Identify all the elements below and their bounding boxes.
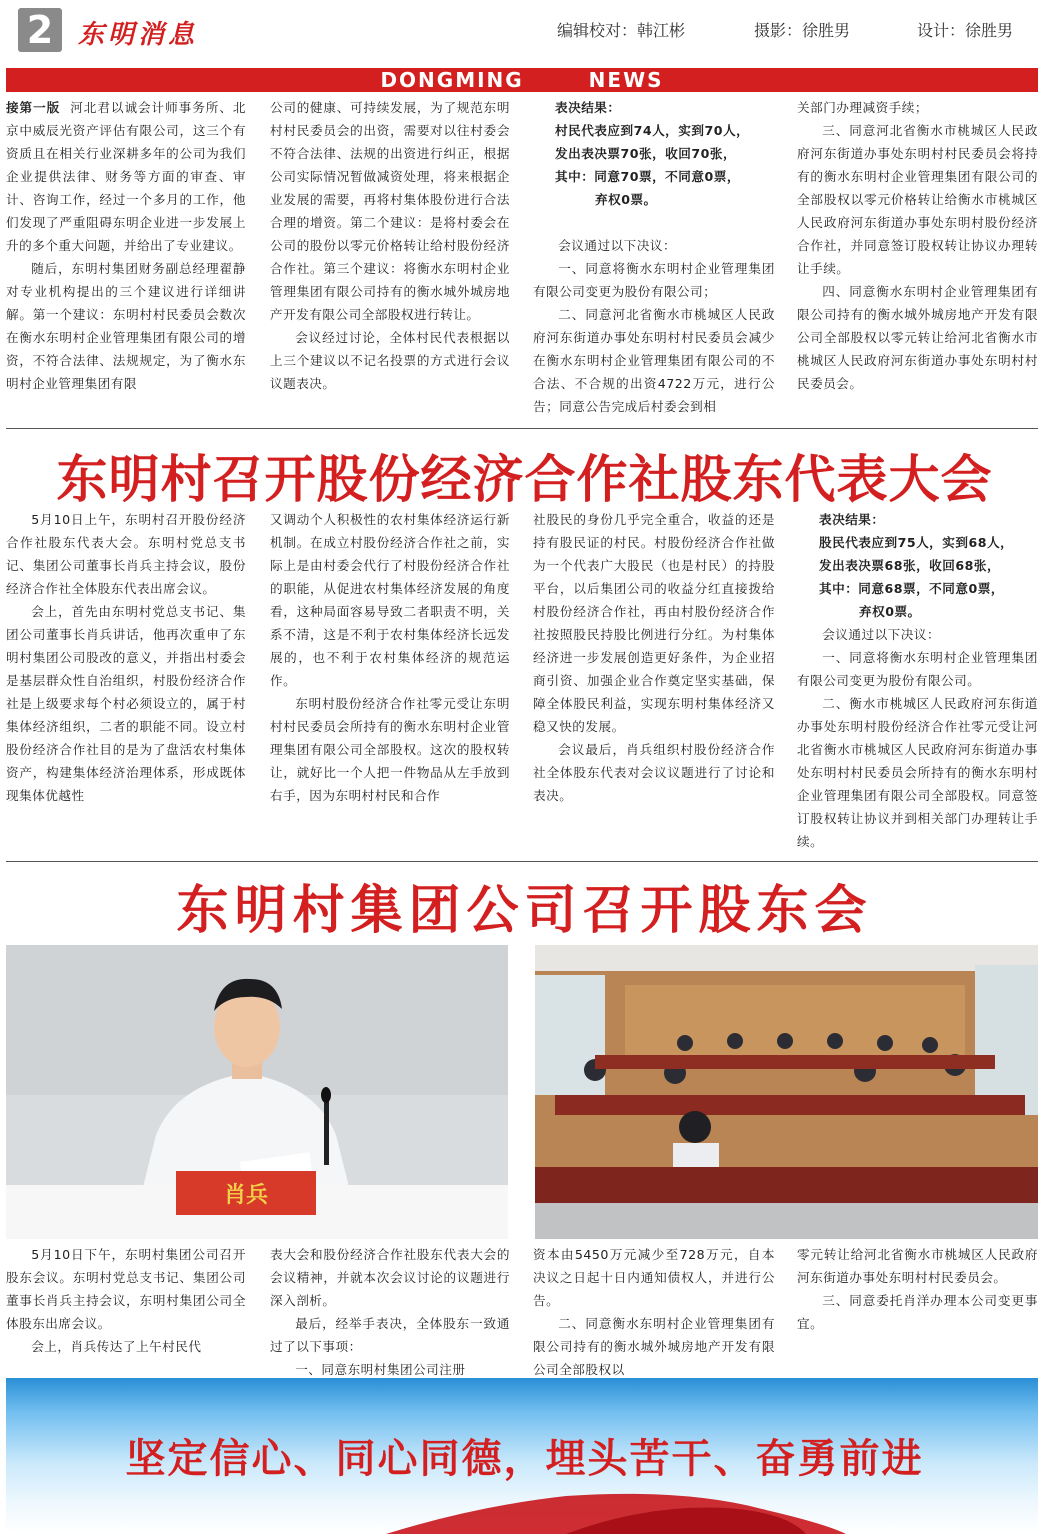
s2-column-4 <box>797 508 1038 853</box>
section-banner <box>6 68 1038 92</box>
s3-col2-para3: 一、同意东明村集团公司注册 <box>295 1362 466 1377</box>
s2-result-line: 其中：同意68票，不同意0票， <box>819 581 1004 596</box>
s3-column-3 <box>533 1243 775 1381</box>
s1-col2-para2: 会议经过讨论，全体村民代表根据以上三个建议以不记名投票的方式进行会议议题表决。 <box>270 330 510 391</box>
s1-col3-para3: 二、同意河北省衡水市桃城区人民政府河东街道办事处东明村村民委员会减少在衡水东明村企业管理集团有限公司的不合法、不合规的出资4722万元，进行公告；同意公告完成后村委会到相 <box>533 307 775 414</box>
banner-word-right: NEWS <box>588 68 664 92</box>
footer-slogan: 坚定信心、同心同德，埋头苦干、奋勇前进 <box>125 1435 924 1482</box>
s2-col4-para3: 二、衡水市桃城区人民政府河东街道办事处东明村股份经济合作社零元受让河北省衡水市桃城区人民政府河东街道办事处东明村村民委员会所持有的衡水东明村企业管理集团有限公司全部股权。同意签订股权转让协议并到相关部门办理转让手续。 <box>797 696 1038 849</box>
s2-col3-para2: 会议最后，肖兵组织村股份经济合作社全体股东代表对会议议题进行了讨论和表决。 <box>533 742 775 803</box>
s1-result-line: 发出表决票70张，收回70张， <box>555 146 737 161</box>
s1-col3-para1: 会议通过以下决议： <box>558 238 677 253</box>
s3-col4-para2: 三、同意委托肖洋办理本公司变更事宜。 <box>797 1293 1038 1331</box>
s3-col3-para1: 资本由5450万元减少至728万元，自本决议之日起十日内通知债权人，并进行公告。 <box>533 1247 775 1308</box>
s3-column-1 <box>6 1243 246 1358</box>
s2-col2-para2: 东明村股份经济合作社零元受让东明村村民委员会所持有的衡水东明村企业管理集团有限公司全部股权。这次的股权转让，就好比一个人把一件物品从左手放到右手，因为东明村村民和合作 <box>270 696 510 803</box>
s3-col1-para2: 会上，肖兵传达了上午村民代 <box>31 1339 202 1354</box>
s1-column-1 <box>6 96 246 395</box>
s2-col4-para1: 会议通过以下决议： <box>822 627 941 642</box>
photo-speaker <box>6 945 508 1239</box>
speaker-nameplate: 肖兵 <box>223 1183 269 1208</box>
s1-column-4 <box>797 96 1038 395</box>
editor-credit: 编辑校对：韩江彬 <box>557 21 686 40</box>
s1-col4-para3: 四、同意衡水东明村企业管理集团有限公司持有的衡水城外城房地产开发有限公司全部股权以零元转让给河北省衡水市桃城区人民政府河东街道办事处东明村村民委员会。 <box>797 284 1038 391</box>
banner-word-left: DONGMING <box>380 68 524 92</box>
s1-column-2 <box>270 96 510 395</box>
s1-col1-para2: 随后，东明村集团财务副总经理翟静对专业机构提出的三个建议进行详细讲解。第一个建议：东明村村民委员会数次在衡水东明村企业管理集团有限公司的增资，不符合法律、法规规定，为了衡水东明村企业管理集团有限 <box>6 261 246 391</box>
paper-name: 东明消息 <box>78 20 199 50</box>
s2-result-line: 股民代表应到75人，实到68人， <box>819 535 1014 550</box>
continued-marker: 接第一版 <box>6 100 61 115</box>
s1-col3-para2: 一、同意将衡水东明村企业管理集团有限公司变更为股份有限公司； <box>533 261 775 299</box>
divider <box>6 861 1038 862</box>
s1-result-line: 其中：同意70票，不同意0票， <box>555 169 740 184</box>
s2-col3-para1: 社股民的身份几乎完全重合，收益的还是持有股民证的村民。村股份经济合作社做为一个代表广大股民（也是村民）的持股平台，以后集团公司的收益分红直接拨给村股份经济合作社，再由村股份经济合作社按照股民持股比例进行分红。为村集体经济进一步发展创造更好条件，为企业招商引资、加强企业合作奠定坚实基础，保障全体股民利益，实现东明村集体经济又稳又快的发展。 <box>533 512 775 734</box>
s2-column-3 <box>533 508 775 807</box>
designer-credit: 设计：徐胜男 <box>917 21 1014 40</box>
s1-col2-para1: 公司的健康、可持续发展，为了规范东明村村民委员会的出资，需要对以往村委会不符合法律、法规的出资进行纠正，根据公司实际情况暂做减资处理，将来根据企业发展的需要，再将村集体股份进行合法合理的增资。第二个建议：是将村委会在公司的股份以零元价格转让给村股份经济合作社。第三个建议：将衡水东明村企业管理集团有限公司持有的衡水城外城房地产开发有限公司全部股权进行转让。 <box>270 100 510 322</box>
s2-col2-para1: 又调动个人积极性的农村集体经济运行新机制。在成立村股份经济合作社之前，实际上是由村委会代行了村股份经济合作社的职能，从促进农村集体经济发展的角度看，这种局面容易导致二者职责不明，关系不清，这是不利于农村集体经济长远发展的，也不利于农村集体经济的规范运作。 <box>270 512 510 688</box>
photo-meeting-room <box>535 945 1038 1239</box>
s3-col2-para2: 最后，经举手表决，全体股东一致通过了以下事项： <box>270 1316 510 1354</box>
s3-col3-para2: 二、同意衡水东明村企业管理集团有限公司持有的衡水城外城房地产开发有限公司全部股权以 <box>533 1316 775 1377</box>
s2-result-title: 表决结果： <box>819 512 885 527</box>
s1-result-title: 表决结果： <box>555 100 621 115</box>
s3-col1-para1: 5月10日下午，东明村集团公司召开股东会议。东明村党总支书记、集团公司董事长肖兵主持会议，东明村集团公司全体股东出席会议。 <box>6 1247 246 1331</box>
page-number: 2 <box>18 8 62 52</box>
s2-result-line: 弃权0票。 <box>859 604 921 619</box>
s3-column-4 <box>797 1243 1038 1335</box>
s1-col4-para2: 三、同意河北省衡水市桃城区人民政府河东街道办事处东明村村民委员会将持有的衡水东明村企业管理集团有限公司的全部股权以零元价格转让给衡水市桃城区人民政府河东街道办事处东明村股份经济合作社，并同意签订股权转让协议办理转让手续。 <box>797 123 1038 276</box>
s1-result-line: 弃权0票。 <box>595 192 657 207</box>
s2-col4-para2: 一、同意将衡水东明村企业管理集团有限公司变更为股份有限公司。 <box>797 650 1038 688</box>
s2-result-line: 发出表决票68张，收回68张， <box>819 558 1001 573</box>
divider <box>6 428 1038 429</box>
s2-headline: 东明村召开股份经济合作社股东代表大会 <box>56 451 993 510</box>
photo-meeting-illustration <box>535 945 1038 1239</box>
s3-column-2 <box>270 1243 510 1381</box>
s2-column-2 <box>270 508 510 807</box>
s2-column-1 <box>6 508 246 807</box>
s1-col1-para1: 河北君以诚会计师事务所、北京中威辰光资产评估有限公司，这三个有资质且在相关行业深耕多年的公司为我们企业提供法律、财务等方面的审查、审计、咨询工作，经过一个多月的工作，他们发现了严重阻碍东明企业进一步发展上升的多个重大问题，并给出了专业建议。 <box>6 100 247 253</box>
s3-col2-para1: 表大会和股份经济合作社股东代表大会的会议精神，并就本次会议讨论的议题进行深入剖析。 <box>270 1247 510 1308</box>
s3-headline: 东明村集团公司召开股东会 <box>176 881 873 941</box>
photographer-credit: 摄影：徐胜男 <box>754 21 851 40</box>
s2-col1-para1: 5月10日上午，东明村召开股份经济合作社股东代表大会。东明村党总支书记、集团公司董事长肖兵主持会议，股份经济合作社全体股东代表出席会议。 <box>6 512 246 596</box>
s1-result-line: 村民代表应到74人，实到70人， <box>555 123 750 138</box>
photo-speaker-illustration <box>6 945 508 1239</box>
s1-column-3 <box>533 96 775 418</box>
s2-col1-para2: 会上，首先由东明村党总支书记、集团公司董事长肖兵讲话，他再次重申了东明村集团公司股改的意义，并指出村委会是基层群众性自治组织，村股份经济合作社是上级要求每个村必须设立的，属于村集体经济组织，二者的职能不同。设立村股份经济合作社目的是为了盘活农村集体资产，构建集体经济治理体系，形成既体现集体优越性 <box>6 604 246 803</box>
s1-col4-para1: 关部门办理减资手续； <box>797 100 928 115</box>
s3-col4-para1: 零元转让给河北省衡水市桃城区人民政府河东街道办事处东明村村民委员会。 <box>797 1247 1038 1285</box>
